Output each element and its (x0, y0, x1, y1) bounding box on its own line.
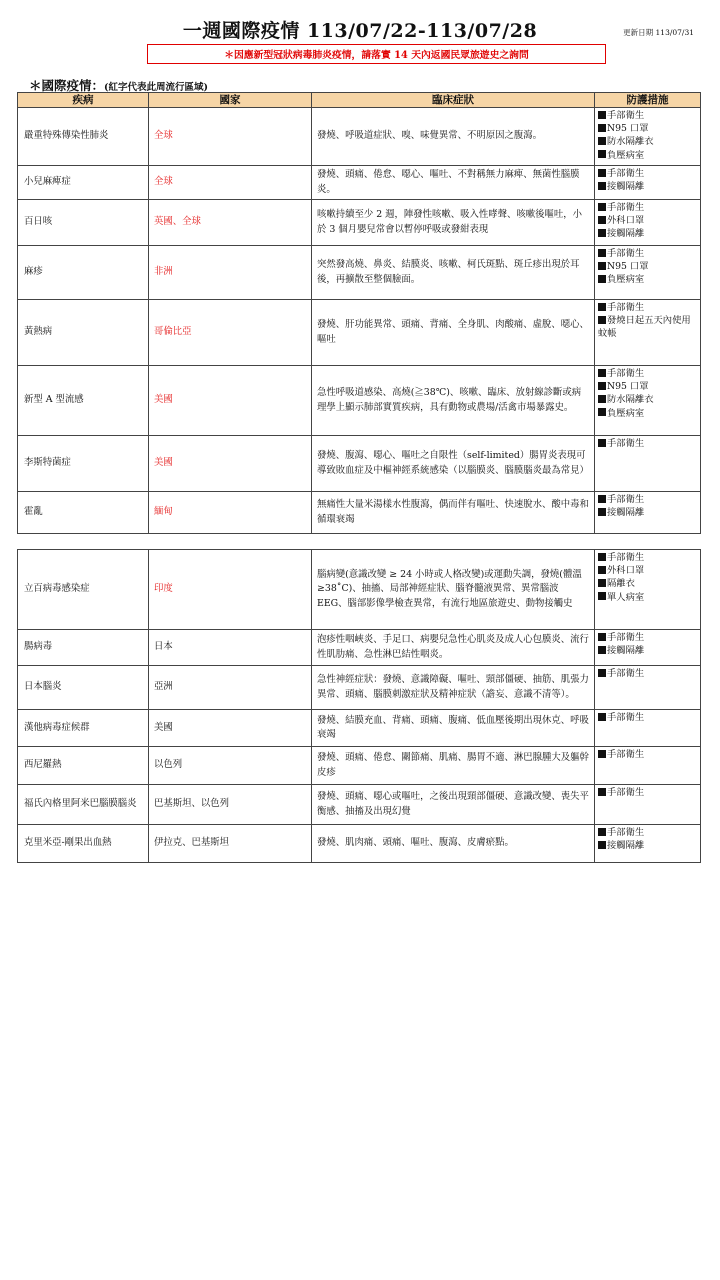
table-row (18, 200, 701, 246)
protection-text: 手部衛生 (607, 827, 645, 838)
protection-text: 手部衛生 (607, 749, 645, 760)
black-square-icon (598, 111, 606, 119)
disease-name: 立百病毒感染症 (18, 550, 149, 630)
clinical-symptoms: 發燒、頭痛、噁心或嘔吐，之後出現頸部僵硬、意識改變、喪失平衡感、抽搐及出現幻覺 (312, 785, 595, 825)
clinical-symptoms: 突然發高燒、鼻炎、結膜炎、咳嗽、柯氏斑點、斑丘疹出現於耳後，再擴散至整個臉面。 (312, 246, 595, 300)
table-row (18, 166, 701, 200)
protection-item (598, 180, 697, 193)
protection-item (598, 247, 697, 260)
protection-measures (595, 366, 701, 436)
protection-text: 接觸隔離 (607, 645, 645, 657)
protection-item (598, 667, 697, 680)
protection-item (598, 135, 697, 148)
black-square-icon (598, 841, 606, 849)
section-note: (紅字代表此周流行區域) (104, 82, 209, 93)
black-square-icon (598, 275, 606, 283)
clinical-symptoms: 泡疹性咽峽炎、手足口、病嬰兒急性心肌炎及成人心包膜炎、流行性肌肋痛、急性淋巴結性咽炎。 (312, 630, 595, 666)
protection-text: 手部衛生 (607, 248, 645, 259)
table-row (18, 550, 701, 630)
table-row (18, 710, 701, 747)
clinical-symptoms: 咳嗽持續至少 2 週，陣發性咳嗽、吸入性哮聲、咳嗽後嘔吐，小於 3 個月嬰兒常會以暫停呼吸或發紺表現 (312, 200, 595, 246)
black-square-icon (598, 369, 606, 377)
protection-measures (595, 710, 701, 747)
protection-item (598, 380, 697, 393)
clinical-symptoms: 無痛性大量米湯樣水性腹瀉，偶而伴有嘔吐、快速脫水、酸中毒和循環衰竭 (312, 492, 595, 534)
disease-name: 漢他病毒症候群 (18, 710, 149, 747)
protection-text: 單人病室 (607, 591, 645, 603)
protection-item (598, 214, 697, 227)
disease-name: 百日咳 (18, 200, 149, 246)
black-square-icon (598, 713, 606, 721)
protection-text: 手部衛生 (607, 668, 645, 679)
table-row (18, 492, 701, 534)
protection-measures (595, 108, 701, 166)
black-square-icon (598, 566, 606, 574)
black-square-icon (598, 303, 606, 311)
protection-text: 負壓病室 (607, 274, 645, 286)
protection-item (598, 201, 697, 214)
black-square-icon (598, 750, 606, 758)
clinical-symptoms: 發燒、肝功能異常、頭痛、背痛、全身肌、肉酸痛、虛脫、噁心、嘔吐 (312, 300, 595, 366)
clinical-symptoms: 發燒、頭痛、倦怠、關節痛、肌痛、腸胃不適、淋巴腺腫大及軀幹皮疹 (312, 747, 595, 785)
protection-text: 負壓病室 (607, 149, 645, 161)
protection-measures (595, 785, 701, 825)
protection-item (598, 227, 697, 240)
protection-item (598, 149, 697, 162)
black-square-icon (598, 669, 606, 677)
table-row (18, 630, 701, 666)
country-name: 哥倫比亞 (149, 300, 312, 366)
country-name: 全球 (149, 108, 312, 166)
protection-measures (595, 492, 701, 534)
black-square-icon (598, 182, 606, 190)
black-square-icon (598, 508, 606, 516)
protection-item (598, 260, 697, 273)
protection-text: 接觸隔離 (607, 840, 645, 852)
clinical-symptoms: 發燒、肌肉痛、頭痛、嘔吐、腹瀉、皮膚瘀點。 (312, 825, 595, 863)
country-name: 亞洲 (149, 666, 312, 710)
protection-measures (595, 550, 701, 630)
protection-text: 隔離衣 (607, 578, 635, 590)
disease-name: 福氏內格里阿米巴腦膜腦炎 (18, 785, 149, 825)
black-square-icon (598, 137, 606, 145)
protection-item (598, 577, 697, 590)
protection-item (598, 748, 697, 761)
protection-measures (595, 436, 701, 492)
protection-item (598, 407, 697, 420)
protection-text: 手部衛生 (607, 712, 645, 723)
protection-item (598, 839, 697, 852)
country-name: 巴基斯坦、以色列 (149, 785, 312, 825)
protection-item (598, 393, 697, 406)
protection-item (598, 314, 697, 340)
black-square-icon (598, 169, 606, 177)
protection-text: 手部衛生 (607, 787, 645, 798)
travel-history-notice (147, 44, 606, 64)
protection-item (598, 506, 697, 519)
protection-text: 手部衛生 (607, 302, 645, 313)
disease-name: 小兒麻痺症 (18, 166, 149, 200)
epidemic-table-2 (17, 549, 701, 863)
disease-name: 腸病毒 (18, 630, 149, 666)
protection-text: 防水隔離衣 (607, 136, 654, 148)
protection-item (598, 826, 697, 839)
black-square-icon (598, 382, 606, 390)
protection-text: 接觸隔離 (607, 507, 645, 519)
black-square-icon (598, 408, 606, 416)
clinical-symptoms: 發燒、頭痛、倦怠、噁心、嘔吐、不對稱無力麻痺、無菌性腦膜炎。 (312, 166, 595, 200)
protection-item (598, 631, 697, 644)
protection-measures (595, 666, 701, 710)
country-name: 緬甸 (149, 492, 312, 534)
black-square-icon (598, 495, 606, 503)
black-square-icon (598, 249, 606, 257)
table-row (18, 366, 701, 436)
protection-text: 接觸隔離 (607, 228, 645, 240)
protection-measures (595, 630, 701, 666)
country-name: 美國 (149, 436, 312, 492)
protection-text: 手部衛生 (607, 202, 645, 213)
table-row (18, 785, 701, 825)
notice-text: ＊因應新型冠狀病毒肺炎疫情，請落實 14 天內返國民眾旅遊史之詢問 (224, 50, 529, 61)
protection-item (598, 437, 697, 450)
protection-text: 接觸隔離 (607, 181, 645, 193)
protection-item (598, 122, 697, 135)
protection-item (598, 493, 697, 506)
protection-text: 外科口罩 (607, 215, 645, 227)
country-name: 以色列 (149, 747, 312, 785)
black-square-icon (598, 395, 606, 403)
protection-text: 負壓病室 (607, 407, 645, 419)
table-row (18, 108, 701, 166)
protection-item (598, 564, 697, 577)
protection-item (598, 591, 697, 604)
black-square-icon (598, 592, 606, 600)
disease-name: 黃熱病 (18, 300, 149, 366)
page-title: 一週國際疫情 113/07/22-113/07/28 (182, 20, 538, 42)
protection-item (598, 167, 697, 180)
disease-name: 新型 A 型流感 (18, 366, 149, 436)
section-title: ＊國際疫情： (29, 78, 105, 93)
protection-text: 手部衛生 (607, 438, 645, 449)
protection-measures (595, 300, 701, 366)
disease-name: 西尼羅熱 (18, 747, 149, 785)
country-name: 美國 (149, 366, 312, 436)
protection-text: 外科口罩 (607, 565, 645, 577)
protection-text: N95 口罩 (607, 261, 649, 273)
country-name: 全球 (149, 166, 312, 200)
black-square-icon (598, 262, 606, 270)
black-square-icon (598, 150, 606, 158)
protection-item (598, 109, 697, 122)
black-square-icon (598, 229, 606, 237)
epidemic-table-1 (17, 92, 701, 534)
clinical-symptoms: 發燒、結膜充血、背痛、頭痛、腹痛、低血壓後期出現休克、呼吸衰竭 (312, 710, 595, 747)
protection-measures (595, 200, 701, 246)
country-name: 印度 (149, 550, 312, 630)
black-square-icon (598, 646, 606, 654)
black-square-icon (598, 633, 606, 641)
protection-text: N95 口罩 (607, 381, 649, 393)
country-name: 伊拉克、巴基斯坦 (149, 825, 312, 863)
disease-name: 克里米亞-剛果出血熱 (18, 825, 149, 863)
black-square-icon (598, 553, 606, 561)
protection-item (598, 711, 697, 724)
update-date: 更新日期 113/07/31 (623, 28, 694, 37)
protection-text: 手部衛生 (607, 368, 645, 379)
protection-text: 手部衛生 (607, 168, 645, 179)
table-row (18, 246, 701, 300)
clinical-symptoms: 發燒、腹瀉、噁心、嘔吐之自限性（self-limited）腸胃炎表現可導致敗血症及中樞神經系統感染（以腦膜炎、腦膜腦炎最為常見） (312, 436, 595, 492)
clinical-symptoms: 腦病變(意識改變 ≥ 24 小時或人格改變)或運動失調，發燒(體溫≥38˚C)、抽搐、局部神經症狀、腦脊髓液異常、異常腦波 EEG、腦部影像學檢查異常，有流行地區旅遊史、動物接觸史 (312, 550, 595, 630)
protection-measures (595, 166, 701, 200)
protection-measures (595, 825, 701, 863)
black-square-icon (598, 203, 606, 211)
black-square-icon (598, 788, 606, 796)
disease-name: 李斯特菌症 (18, 436, 149, 492)
protection-measures (595, 246, 701, 300)
table-row (18, 825, 701, 863)
protection-text: 手部衛生 (607, 110, 645, 121)
black-square-icon (598, 439, 606, 447)
header-country: 國家 (149, 93, 312, 108)
protection-item (598, 367, 697, 380)
black-square-icon (598, 828, 606, 836)
black-square-icon (598, 579, 606, 587)
protection-text: 防水隔離衣 (607, 394, 654, 406)
protection-measures (595, 747, 701, 785)
header-protection: 防護措施 (595, 93, 701, 108)
black-square-icon (598, 124, 606, 132)
protection-item (598, 786, 697, 799)
protection-text: N95 口罩 (607, 123, 649, 135)
protection-text: 發燒日起五天內使用蚊帳 (598, 315, 691, 340)
disease-name: 霍亂 (18, 492, 149, 534)
protection-text: 手部衛生 (607, 494, 645, 505)
protection-text: 手部衛生 (607, 632, 645, 643)
country-name: 非洲 (149, 246, 312, 300)
country-name: 日本 (149, 630, 312, 666)
protection-item (598, 644, 697, 657)
protection-item (598, 301, 697, 314)
disease-name: 嚴重特殊傳染性肺炎 (18, 108, 149, 166)
black-square-icon (598, 316, 606, 324)
table-row (18, 436, 701, 492)
table-row (18, 666, 701, 710)
protection-text: 手部衛生 (607, 552, 645, 563)
country-name: 美國 (149, 710, 312, 747)
country-name: 英國、全球 (149, 200, 312, 246)
table-row (18, 300, 701, 366)
disease-name: 日本腦炎 (18, 666, 149, 710)
disease-name: 麻疹 (18, 246, 149, 300)
clinical-symptoms: 急性呼吸道感染、高燒(≧38℃)、咳嗽、臨床、放射線診斷或病理學上顯示肺部實質疾病，具有動物或農場/活禽市場暴露史。 (312, 366, 595, 436)
clinical-symptoms: 急性神經症狀：發燒、意識障礙、嘔吐、頸部僵硬、抽筋、肌張力異常、頭痛、腦膜刺激症狀及精神症狀（譫妄、意識不清等）。 (312, 666, 595, 710)
table-header-row (18, 93, 701, 108)
header-disease: 疾病 (18, 93, 149, 108)
black-square-icon (598, 216, 606, 224)
clinical-symptoms: 發燒、呼吸道症狀、嗅、味覺異常、不明原因之腹瀉。 (312, 108, 595, 166)
header-symptoms: 臨床症狀 (312, 93, 595, 108)
protection-item (598, 273, 697, 286)
table-row (18, 747, 701, 785)
protection-item (598, 551, 697, 564)
